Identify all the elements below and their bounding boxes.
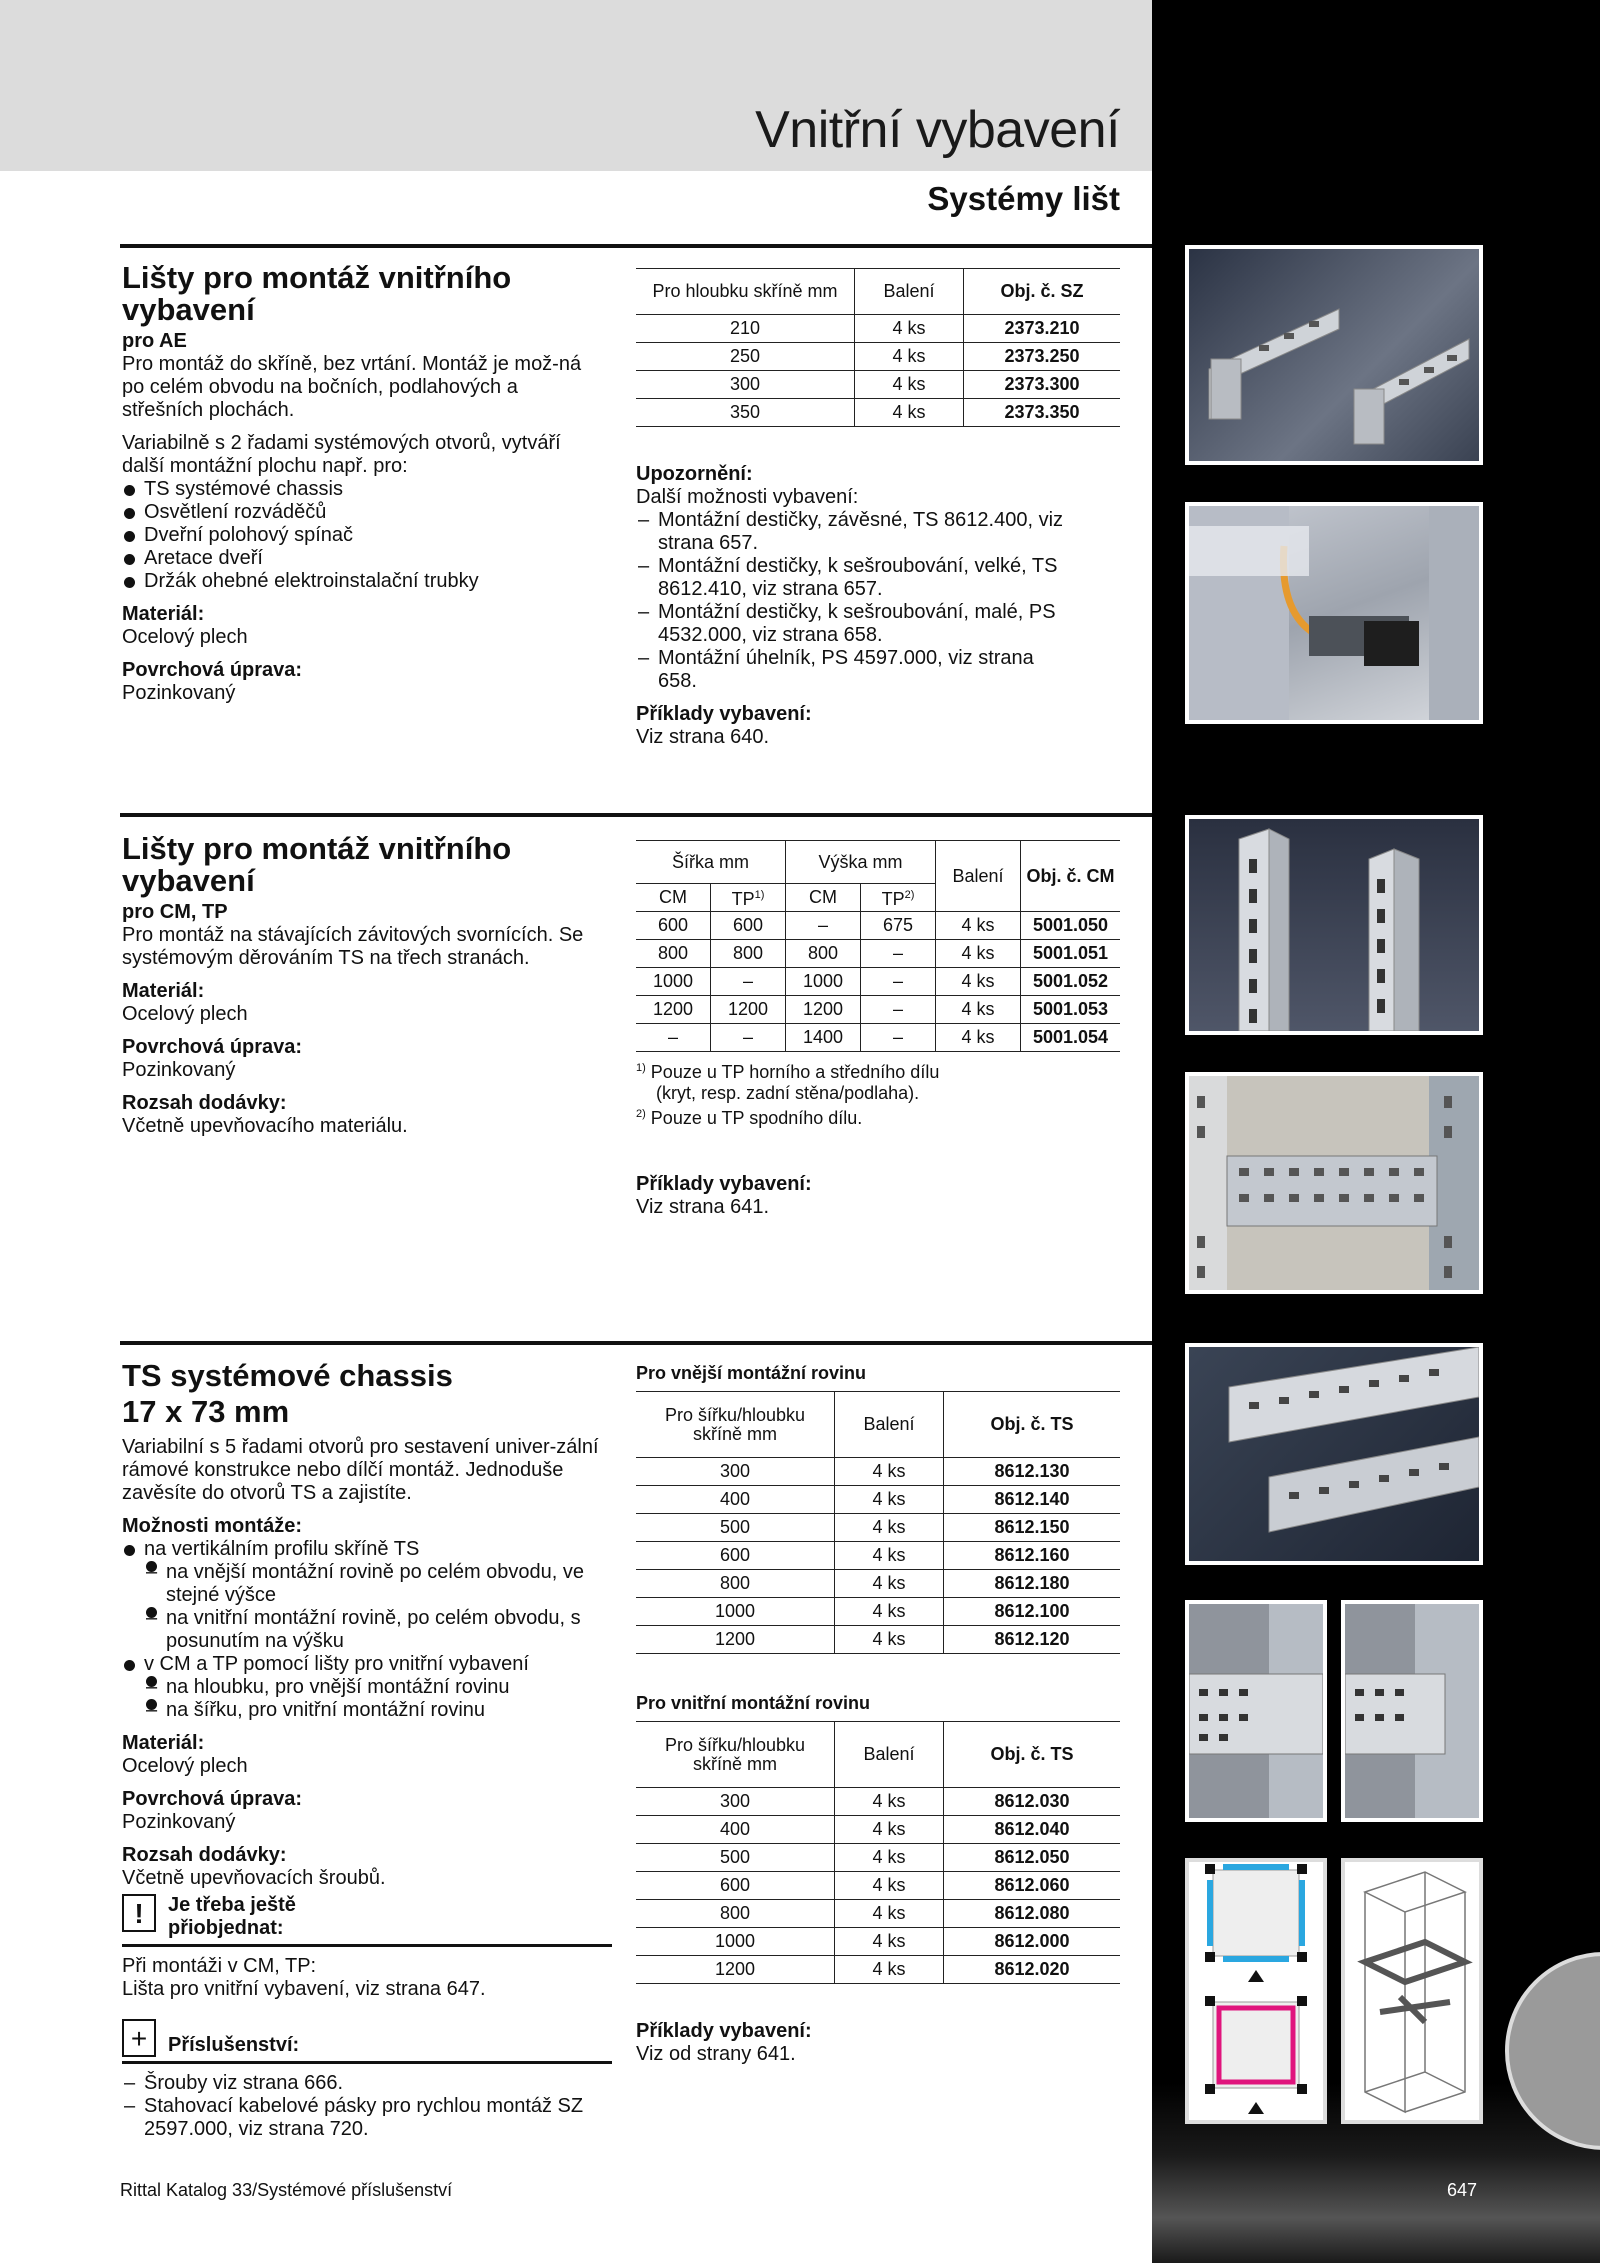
product-photo (1185, 1072, 1483, 1294)
table-row: 800 4 ks 8612.180 (636, 1570, 1120, 1598)
table-row: 300 4 ks 8612.030 (636, 1788, 1120, 1816)
list-item: Osvětlení rozváděčů (122, 501, 602, 524)
table-header: Pro šířku/hloubku skříně mm (636, 1392, 835, 1458)
mount-plane-diagram (1185, 1858, 1327, 2124)
table-row: 800 4 ks 8612.080 (636, 1900, 1120, 1928)
table-row: 300 4 ks 8612.130 (636, 1458, 1120, 1486)
table-row: 1200 4 ks 8612.120 (636, 1626, 1120, 1654)
table-row: 300 4 ks 2373.300 (636, 371, 1120, 399)
switch-mount-photo (1189, 506, 1479, 720)
page-subtitle: Systémy lišt (927, 180, 1120, 217)
table-header: Balení (855, 269, 964, 315)
surface-label: Povrchová úprava: (122, 1788, 303, 1810)
product-photo (1185, 502, 1483, 724)
table-title: Pro vnitřní montážní rovinu (636, 1693, 871, 1713)
note-label: Upozornění: (636, 463, 753, 485)
examples-label: Příklady vybavení: (636, 703, 812, 725)
table-row: 1000 4 ks 8612.000 (636, 1928, 1120, 1956)
table-header: CM (786, 884, 861, 912)
options-label: Možnosti montáže: (122, 1515, 302, 1537)
rail-bracket-photo (1189, 249, 1479, 461)
list-item: – Montážní destičky, závěsné, TS 8612.400, viz strana 657. (636, 509, 1076, 555)
table-header: Pro šířku/hloubku skříně mm (636, 1722, 835, 1788)
list-item: – Montážní úhelník, PS 4597.000, viz strana 658. (636, 647, 1076, 693)
product-photo (1185, 815, 1483, 1035)
product-photo (1341, 1600, 1483, 1822)
section2-desc: Pro montáž na stávajících závitových svornících. Se systémovým děrováním TS na třech stranách. (122, 924, 584, 969)
enclosure-frame-icon (1345, 1862, 1479, 2120)
order-label: Je třeba ještě přiobjednat: (168, 1894, 296, 1939)
footnote-2: $^{2)}$ Pouze u TP spodního dílu. (636, 1108, 863, 1128)
section2-table (636, 840, 1120, 1052)
table-row: 500 4 ks 8612.050 (636, 1844, 1120, 1872)
plus-icon: + (122, 2019, 156, 2057)
list-item: – Šrouby viz strana 666. (122, 2072, 612, 2095)
section3-text (122, 1360, 612, 2141)
surface-value: Pozinkovaný (122, 682, 236, 704)
section1-desc2: Variabilně s 2 řadami systémových otvorů, vytváří další montážní plochu např. pro: (122, 432, 561, 477)
list-item: – na vnitřní montážní rovině, po celém obvodu, s posunutím na výšku (144, 1607, 612, 1653)
section1-title: Lišty pro montáž vnitřního vybavení (122, 260, 512, 327)
table-header: TP$^{2)}$ (861, 884, 936, 912)
list-item: TS systémové chassis (122, 478, 602, 501)
table-row: 1000 – 1000 – 4 ks 5001.052 (636, 968, 1120, 996)
section2-text (122, 833, 612, 1138)
list-item: v CM a TP pomocí lišty pro vnitřní vybavení – na hloubku, pro vnější montážní rovinu – na šířku, pro vnitřní montážní rovinu (122, 1653, 612, 1722)
options-list (122, 1538, 612, 1722)
material-label: Materiál: (122, 980, 205, 1002)
page-number: 647 (1447, 2180, 1478, 2200)
scope-value: Včetně upevňovacího materiálu. (122, 1115, 408, 1137)
material-value: Ocelový plech (122, 1755, 248, 1777)
enclosure-diagram (1341, 1858, 1483, 2124)
table-header: Pro hloubku skříně mm (636, 269, 855, 315)
section2-subtitle: pro CM, TP (122, 901, 228, 923)
product-photo (1185, 245, 1483, 465)
table-row: 250 4 ks 2373.250 (636, 343, 1120, 371)
table-header: Obj. č. TS (944, 1722, 1121, 1788)
cross-rail-photo (1189, 1076, 1479, 1290)
table-row: 1000 4 ks 8612.100 (636, 1598, 1120, 1626)
product-photo (1185, 1600, 1327, 1822)
material-value: Ocelový plech (122, 1003, 248, 1025)
section1-table-area (636, 268, 1126, 749)
table-header: Balení (936, 841, 1021, 912)
list-item: – Montážní destičky, k sešroubování, velké, TS 8612.410, viz strana 657. (636, 555, 1076, 601)
list-item: – na hloubku, pro vnější montážní rovinu (144, 1676, 612, 1699)
list-item: – na vnější montážní rovině po celém obvodu, ve stejné výšce (144, 1561, 612, 1607)
table-header: Obj. č. SZ (964, 269, 1121, 315)
list-item: na vertikálním profilu skříně TS – na vnější montážní rovině po celém obvodu, ve stejné výšce – na vnitřní montážní rovině, po celém obvodu, s posunutím na výšku (122, 1538, 612, 1653)
table-header: Šířka mm (636, 841, 786, 884)
table-row: 600 600 – 675 4 ks 5001.050 (636, 912, 1120, 940)
accessories-label: Příslušenství: (168, 2034, 300, 2056)
material-label: Materiál: (122, 1732, 205, 1754)
examples-label: Příklady vybavení: (636, 2020, 812, 2042)
outer-mount-photo (1189, 1604, 1323, 1818)
section1-desc: Pro montáž do skříně, bez vrtání. Montáž je mož-ná po celém obvodu na bočních, podlahových a střešních plochách. (122, 353, 582, 421)
table-row: – – 1400 – 4 ks 5001.054 (636, 1024, 1120, 1052)
footer-text: Rittal Katalog 33/Systémové příslušenství (120, 2180, 453, 2200)
table-row: 600 4 ks 8612.160 (636, 1542, 1120, 1570)
table-row: 400 4 ks 8612.040 (636, 1816, 1120, 1844)
list-item: Aretace dveří (122, 547, 602, 570)
section-divider (120, 244, 1152, 248)
surface-label: Povrchová úprava: (122, 1036, 303, 1058)
chassis-rail-photo (1189, 1347, 1479, 1561)
surface-label: Povrchová úprava: (122, 659, 303, 681)
table-row: 800 800 800 – 4 ks 5001.051 (636, 940, 1120, 968)
section3-title-size: 17 x 73 mm (122, 1394, 290, 1429)
table-header: Balení (835, 1722, 944, 1788)
table-row: 210 4 ks 2373.210 (636, 315, 1120, 343)
examples-label: Příklady vybavení: (636, 1173, 812, 1195)
scope-label: Rozsah dodávky: (122, 1092, 287, 1114)
surface-value: Pozinkovaný (122, 1059, 236, 1081)
page-title: Vnitřní vybavení (755, 101, 1120, 159)
scope-label: Rozsah dodávky: (122, 1844, 287, 1866)
scope-value: Včetně upevňovacích šroubů. (122, 1867, 386, 1889)
section2-title: Lišty pro montáž vnitřního vybavení (122, 831, 512, 898)
accessories-callout (122, 2019, 612, 2064)
exclamation-icon: ! (122, 1894, 156, 1932)
examples-value: Viz strana 641. (636, 1196, 770, 1218)
order-text: Při montáži v CM, TP: (122, 1955, 317, 1977)
table-header: Balení (835, 1392, 944, 1458)
table-header: Obj. č. CM (1021, 841, 1121, 912)
list-item: Dveřní polohový spínač (122, 524, 602, 547)
material-value: Ocelový plech (122, 626, 248, 648)
list-item: – Stahovací kabelové pásky pro rychlou montáž SZ 2597.000, viz strana 720. (122, 2095, 612, 2141)
section1-table (636, 268, 1120, 427)
section3-tables-area (636, 1362, 1126, 2066)
product-photo (1185, 1343, 1483, 1565)
table-header: Výška mm (786, 841, 936, 884)
examples-value: Viz od strany 641. (636, 2043, 796, 2065)
section1-text (122, 262, 602, 705)
table-row: 400 4 ks 8612.140 (636, 1486, 1120, 1514)
list-item: – Montážní destičky, k sešroubování, malé, PS 4532.000, viz strana 658. (636, 601, 1076, 647)
vertical-rails-photo (1189, 819, 1479, 1031)
inner-plane-table (636, 1721, 1120, 1984)
section-divider (120, 813, 1152, 817)
note-list (636, 509, 1076, 693)
table-row: 1200 1200 1200 – 4 ks 5001.053 (636, 996, 1120, 1024)
table-header: Obj. č. TS (944, 1392, 1121, 1458)
surface-value: Pozinkovaný (122, 1811, 236, 1833)
note-intro: Další možnosti vybavení: (636, 486, 859, 508)
section1-subtitle: pro AE (122, 330, 187, 352)
table-header: CM (636, 884, 711, 912)
examples-value: Viz strana 640. (636, 726, 770, 748)
outer-plane-table (636, 1391, 1120, 1654)
order-text: Lišta pro vnitřní vybavení, viz strana 647. (122, 1978, 486, 2000)
order-callout (122, 1894, 612, 1947)
table-row: 600 4 ks 8612.060 (636, 1872, 1120, 1900)
section3-title: TS systémové chassis (122, 1358, 453, 1393)
table-header: TP$^{1)}$ (711, 884, 786, 912)
list-item: – na šířku, pro vnitřní montážní rovinu (144, 1699, 612, 1722)
material-label: Materiál: (122, 603, 205, 625)
section3-desc: Variabilní s 5 řadami otvorů pro sestavení univer-zální rámové konstrukce nebo dílčí montáž. Jednoduše zavěsíte do otvorů TS a zajistíte. (122, 1436, 599, 1504)
footnote-1: $^{1)}$ Pouze u TP horního a středního dílu (636, 1062, 940, 1082)
accessories-list (122, 2072, 612, 2141)
mounting-diagram-icon (1189, 1862, 1323, 2120)
table-row: 500 4 ks 8612.150 (636, 1514, 1120, 1542)
footnote-1-cont: (kryt, resp. zadní stěna/podlaha). (656, 1083, 920, 1103)
inner-mount-photo (1345, 1604, 1479, 1818)
section2-table-area (636, 840, 1126, 1219)
table-title: Pro vnější montážní rovinu (636, 1363, 867, 1383)
list-item: Držák ohebné elektroinstalační trubky (122, 570, 602, 593)
table-row: 350 4 ks 2373.350 (636, 399, 1120, 427)
table-row: 1200 4 ks 8612.020 (636, 1956, 1120, 1984)
section-divider (120, 1341, 1152, 1345)
section1-bullets (122, 478, 602, 593)
